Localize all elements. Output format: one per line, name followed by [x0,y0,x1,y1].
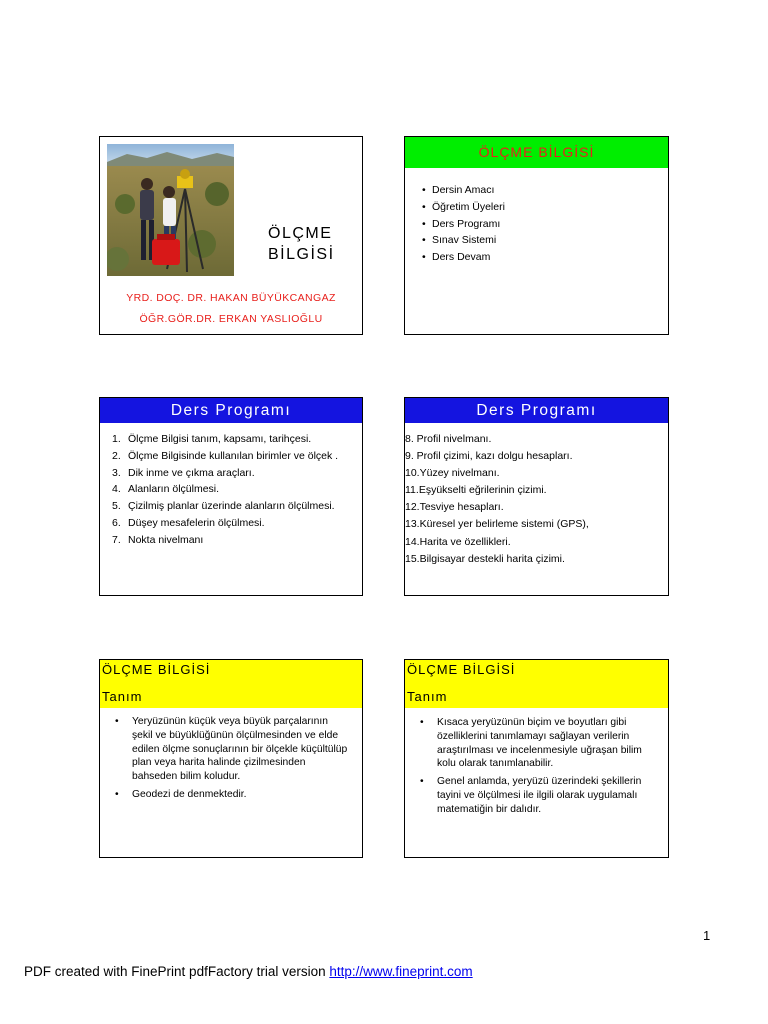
list-item: 11.Eşyükselti eğrilerinin çizimi. [405,484,547,497]
survey-photo [107,144,234,276]
slide-header [405,660,668,708]
list-item: • Ders Programı [422,216,505,233]
list-item: 13.Küresel yer belirleme sistemi (GPS), [405,518,589,531]
list-item: 10.Yüzey nivelmanı. [405,467,500,480]
slide-header: ÖLÇME BİLGİSİ [405,137,668,168]
list-item: • Dersin Amacı [422,182,505,199]
list-item: 9. Profil çizimi, kazı dolgu hesapları. [405,450,573,463]
program-list [405,431,589,568]
author-1: YRD. DOÇ. DR. HAKAN BÜYÜKCANGAZ [126,292,336,304]
slide-main-title [268,223,335,265]
list-item: 15.Bilgisayar destekli harita çizimi. [405,552,565,565]
title-line-1: ÖLÇME [268,225,333,242]
slide-contents [404,136,669,335]
contents-list [422,182,505,266]
header-title: ÖLÇME BİLGİSİ [407,662,516,677]
header-title: ÖLÇME BİLGİSİ [102,662,211,677]
page-number: 1 [703,928,711,943]
author-2: ÖĞR.GÖR.DR. ERKAN YASLIOĞLU [139,313,323,325]
footer-text: PDF created with FinePrint pdfFactory trial version [24,964,330,979]
list-item: 4. Alanların ölçülmesi. [112,483,220,496]
pdf-footer [24,964,473,979]
program-list [112,433,348,551]
list-item: 7. Nokta nivelmanı [112,533,204,546]
list-item: • Ders Devam [422,249,505,266]
slide-header: Ders Programı [405,398,668,423]
slide-definition-2 [404,659,669,858]
list-item: • Öğretim Üyeleri [422,199,505,216]
header-subtitle: Tanım [407,689,448,704]
list-item: • Geodezi de denmektedir. [115,788,350,802]
slide-definition-1 [99,659,363,858]
slide-header: Ders Programı [100,398,362,423]
list-item: • Kısaca yeryüzünün biçim ve boyutları gibi özelliklerini tanımlamayı sağlayan verilerin araştırılması ve incelenmesiyle uğraşan bilim kolu olarak tanımlanabilir. [420,716,660,771]
list-item: 6. Düşey mesafelerin ölçülmesi. [112,516,265,529]
header-subtitle: Tanım [102,689,143,704]
list-item: 3. Dik inme ve çıkma araçları. [112,466,255,479]
list-item: 2. Ölçme Bilgisinde kullanılan birimler ve ölçek . [112,449,339,462]
slide-program-2 [404,397,669,596]
slide-title [99,136,363,335]
list-item: • Genel anlamda, yeryüzü üzerindeki şekillerin tayini ve ölçülmesi ile ilgili olarak uygulamalı matematiğin bir dalıdır. [420,775,660,816]
definition-list [420,716,660,821]
list-item: 5. Çizilmiş planlar üzerinde alanların ölçülmesi. [112,500,335,513]
list-item: 12.Tesviye hesapları. [405,501,504,514]
title-line-2: BİLGİSİ [268,246,335,263]
list-item: • Yeryüzünün küçük veya büyük parçalarının şekil ve büyüklüğünün ölçülmesinden ve elde edilen ölçme sonuçlarının bir ölçekle küçültülüp plan veya harita halinde çizilmesinden bahseden bilim koludur. [115,715,350,784]
list-item: 14.Harita ve özellikleri. [405,535,511,548]
list-item: 1. Ölçme Bilgisi tanım, kapsamı, tarihçesi. [112,433,312,445]
slide-program-1 [99,397,363,596]
definition-list [115,715,350,806]
slide-header [100,660,362,708]
list-item: 8. Profil nivelmanı. [405,433,492,445]
footer-link[interactable]: http://www.fineprint.com [329,964,473,979]
list-item: • Sınav Sistemi [422,232,505,249]
